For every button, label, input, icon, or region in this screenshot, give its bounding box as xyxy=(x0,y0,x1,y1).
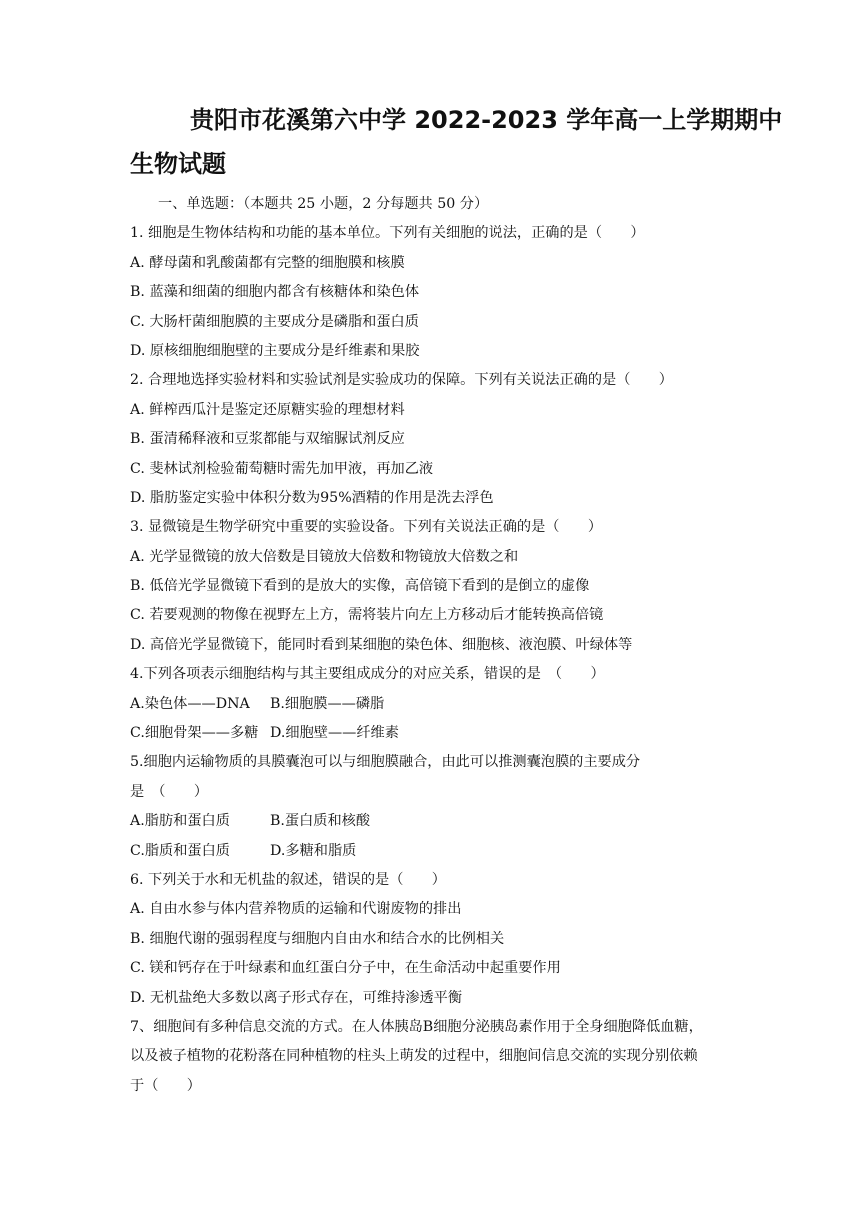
question-6-option-a: A. 自由水参与体内营养物质的运输和代谢废物的排出 xyxy=(130,901,462,918)
question-1-option-b: B. 蓝藻和细菌的细胞内都含有核糖体和染色体 xyxy=(130,284,420,301)
question-1-option-a: A. 酵母菌和乳酸菌都有完整的细胞膜和核膜 xyxy=(130,254,405,271)
question-6-option-c: C. 镁和钙存在于叶绿素和血红蛋白分子中，在生命活动中起重要作用 xyxy=(130,960,561,977)
exam-body xyxy=(130,190,770,1101)
question-3-option-d: D. 高倍光学显微镜下，能同时看到某细胞的染色体、细胞核、液泡膜、叶绿体等 xyxy=(130,636,633,653)
question-7-stem: 7、细胞间有多种信息交流的方式。在人体胰岛B细胞分泌胰岛素作用于全身细胞降低血糖， xyxy=(130,1018,703,1035)
question-4-stem: 4.下列各项表示细胞结构与其主要组成成分的对应关系，错误的是 （ ） xyxy=(130,666,605,683)
question-5-stem-continued: 是 （ ） xyxy=(130,783,209,800)
question-3-option-b: B. 低倍光学显微镜下看到的是放大的实像，高倍镜下看到的是倒立的虚像 xyxy=(130,578,590,595)
question-2-option-c: C. 斐林试剂检验葡萄糖时需先加甲液，再加乙液 xyxy=(130,460,434,477)
question-1-stem: 1. 细胞是生物体结构和功能的基本单位。下列有关细胞的说法，正确的是（ ） xyxy=(130,225,645,242)
question-5-option-b: B.蛋白质和核酸 xyxy=(270,813,371,830)
question-4-option-d: D.细胞壁——纤维素 xyxy=(270,725,399,742)
question-1-option-d: D. 原核细胞细胞壁的主要成分是纤维素和果胶 xyxy=(130,342,420,359)
question-2-option-b: B. 蛋清稀释液和豆浆都能与双缩脲试剂反应 xyxy=(130,431,405,448)
question-2-option-a: A. 鲜榨西瓜汁是鉴定还原糖实验的理想材料 xyxy=(130,401,405,418)
question-4-option-a: A.染色体——DNA xyxy=(130,695,250,712)
question-2-stem: 2. 合理地选择实验材料和实验试剂是实验成功的保障。下列有关说法正确的是（ ） xyxy=(130,372,673,389)
question-7-stem-line-3: 于（ ） xyxy=(130,1077,201,1094)
question-4-options-row-2 xyxy=(130,719,770,748)
question-1-option-c: C. 大肠杆菌细胞膜的主要成分是磷脂和蛋白质 xyxy=(130,313,419,330)
question-5-option-a: A.脂肪和蛋白质 xyxy=(130,813,230,830)
question-5-options-row-1 xyxy=(130,807,770,836)
question-3-option-a: A. 光学显微镜的放大倍数是目镜放大倍数和物镜放大倍数之和 xyxy=(130,548,519,565)
question-2-option-d: D. 脂肪鉴定实验中体积分数为95%酒精的作用是洗去浮色 xyxy=(130,489,494,506)
question-7-stem-line-2: 以及被子植物的花粉落在同种植物的柱头上萌发的过程中，细胞间信息交流的实现分别依赖 xyxy=(130,1048,698,1065)
question-5-option-c: C.脂质和蛋白质 xyxy=(130,842,230,859)
page-title: 贵阳市花溪第六中学 2022-2023 学年高一上学期期中 xyxy=(190,106,783,134)
question-6-option-b: B. 细胞代谢的强弱程度与细胞内自由水和结合水的比例相关 xyxy=(130,930,505,947)
question-4-option-c: C.细胞骨架——多糖 xyxy=(130,725,259,742)
question-6-stem: 6. 下列关于水和无机盐的叙述，错误的是（ ） xyxy=(130,871,446,888)
question-5-options-row-2 xyxy=(130,837,770,866)
question-4-options-row-1 xyxy=(130,690,770,719)
page-subtitle: 生物试题 xyxy=(130,150,226,178)
question-5-option-d: D.多糖和脂质 xyxy=(270,842,357,859)
question-3-stem: 3. 显微镜是生物学研究中重要的实验设备。下列有关说法正确的是（ ） xyxy=(130,519,603,536)
section-heading: 一、单选题：（本题共 25 小题，2 分每题共 50 分） xyxy=(158,196,489,212)
question-3-option-c: C. 若要观测的物像在视野左上方，需将装片向左上方移动后才能转换高倍镜 xyxy=(130,607,604,624)
question-6-option-d: D. 无机盐绝大多数以离子形式存在，可维持渗透平衡 xyxy=(130,989,463,1006)
question-4-option-b: B.细胞膜——磷脂 xyxy=(270,695,385,712)
question-5-stem: 5.细胞内运输物质的具膜囊泡可以与细胞膜融合，由此可以推测囊泡膜的主要成分 xyxy=(130,754,641,771)
